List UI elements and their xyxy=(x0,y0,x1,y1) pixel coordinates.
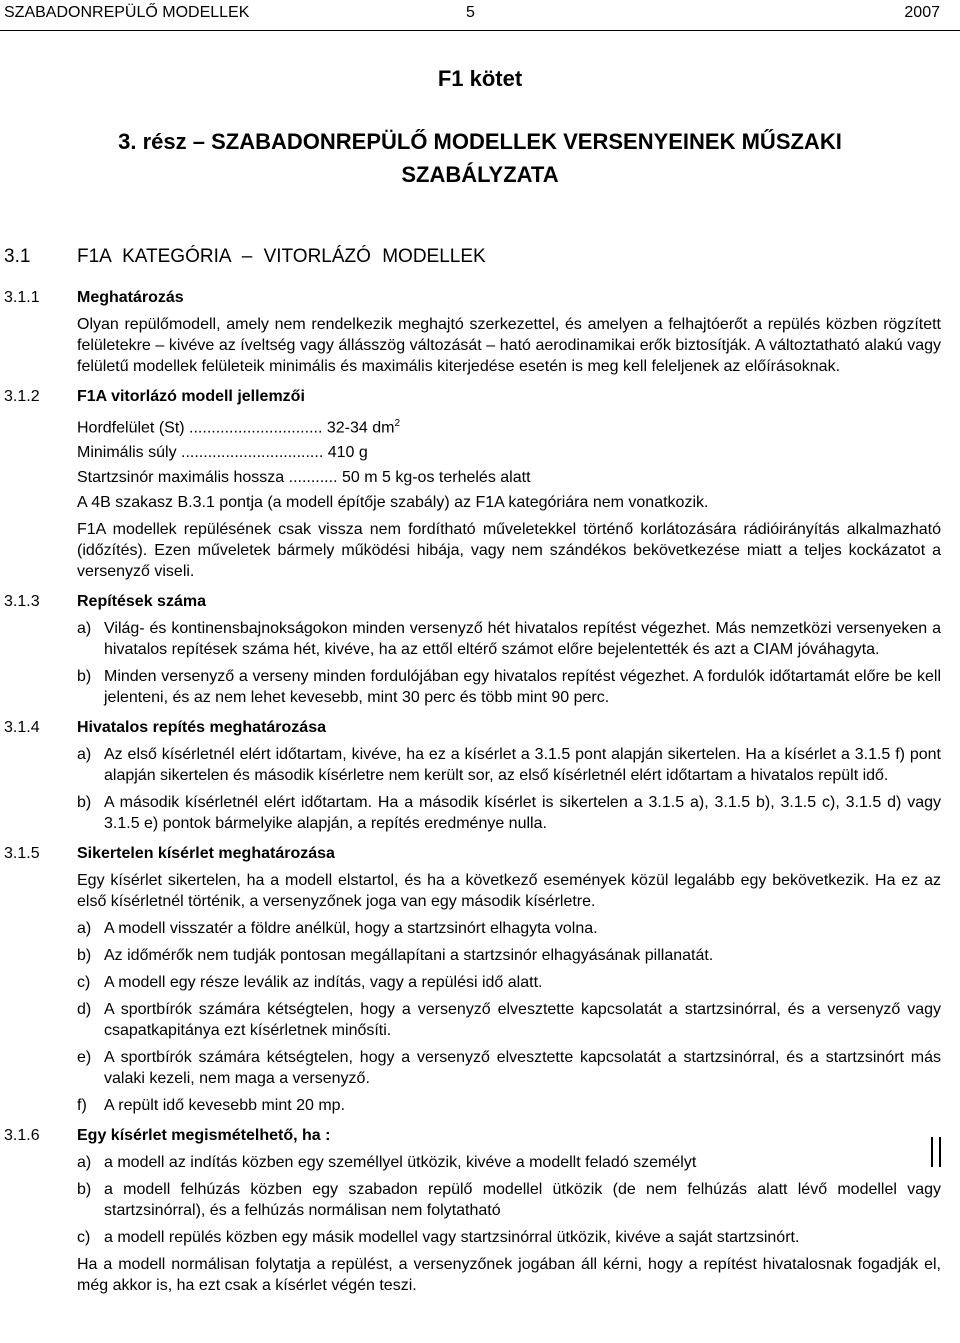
section-number: 3.1 xyxy=(4,246,31,267)
spec-unit-exponent: 2 xyxy=(394,418,401,429)
document-body xyxy=(4,287,941,1305)
paragraph: Olyan repülőmodell, amely nem rendelkezik meghajtó szerkezettel, és amelyen a felhajtóerőt a repülés közben rögzített felületekre – kivéve az íveltség vagy állásszög változását – ható aerodinamikai erők biztosítják. A változtatható alakú vagy felületű modellek felületeik minimális és maximális kiterjedése esetén is meg kell feleljenek az előírásoknak. xyxy=(77,316,941,375)
list-item xyxy=(77,1227,941,1248)
list-item xyxy=(77,1179,941,1221)
list-marker: a) xyxy=(77,620,92,638)
spec-label: Minimális súly ................................ xyxy=(77,444,324,462)
subsection-heading: Sikertelen kísérlet meghatározása xyxy=(77,845,335,863)
list-marker: a) xyxy=(77,746,92,764)
list-item xyxy=(77,744,941,786)
paragraph: A 4B szakasz B.3.1 pontja (a modell építője szabály) az F1A kategóriára nem vonatkozik. xyxy=(77,494,709,512)
list-item xyxy=(77,666,941,708)
subsection-3-1-3 xyxy=(4,591,941,708)
spec-value: 50 m 5 kg-os terhelés alatt xyxy=(341,469,531,487)
list-marker: d) xyxy=(77,1001,92,1019)
subsection-heading: Hivatalos repítés meghatározása xyxy=(77,719,326,737)
subsection-3-1-5 xyxy=(4,843,941,1116)
list-marker: c) xyxy=(77,974,91,992)
list-marker: b) xyxy=(77,794,92,812)
spec-value: 410 g xyxy=(327,444,368,462)
subsection-number: 3.1.3 xyxy=(4,593,40,611)
list-text: Az időmérők nem tudják pontosan megállapítani a startzsinór elhagyásának pillanatát. xyxy=(104,947,714,965)
subsection-number: 3.1.4 xyxy=(4,719,40,737)
list-text: A sportbírók számára kétségtelen, hogy a versenyző elvesztette kapcsolatát a startzsinórral, és a startzsinórt más valaki kezeli, nem maga a versenyző. xyxy=(104,1049,941,1088)
page-number: 5 xyxy=(466,4,475,21)
list-marker: a) xyxy=(77,1154,92,1172)
list-item xyxy=(77,972,941,993)
subsection-3-1-6 xyxy=(4,1125,941,1296)
list-marker: a) xyxy=(77,920,92,938)
change-bar-marker xyxy=(931,1137,941,1167)
spec-wing-area xyxy=(77,413,941,438)
list-item xyxy=(77,1152,941,1173)
spec-min-weight xyxy=(77,442,941,463)
list-text: a modell az indítás közben egy személlyel ütközik, kivéve a modellt feladó személyt xyxy=(104,1154,697,1172)
spec-line-length xyxy=(77,467,941,488)
list-marker: b) xyxy=(77,947,92,965)
spec-label: Startzsinór maximális hossza ........... xyxy=(77,469,338,487)
list-item xyxy=(77,792,941,834)
list-text: Minden versenyző a verseny minden fordulójában egy hivatalos repítést végezhet. A fordulók időtartamát előre be kell jelenteni, és az nem lehet kevesebb, mint 30 perc és több mint 90 perc. xyxy=(104,668,941,707)
list-marker: b) xyxy=(77,1181,92,1199)
volume-title: F1 kötet xyxy=(437,66,523,91)
subsection-3-1-2 xyxy=(4,386,941,582)
list-item xyxy=(77,918,941,939)
subsection-number: 3.1.2 xyxy=(4,388,40,405)
list-text: A repült idő kevesebb mint 20 mp. xyxy=(104,1097,346,1115)
list-marker: b) xyxy=(77,668,92,686)
list-text: A sportbírók számára kétségtelen, hogy a versenyző elvesztette kapcsolatát a startzsinórral, és a versenyző vagy csapatkapitánya ezt kísérletnek minősíti. xyxy=(104,1001,941,1040)
subsection-heading: Repítések száma xyxy=(77,593,206,611)
list-text: A második kísérletnél elért időtartam. Ha a második kísérlet is sikertelen a 3.1.5 a), 3.1.5 b), 3.1.5 c), 3.1.5 d) vagy 3.1.5 e) pontok bármelyike alapján, a repítés eredménye nulla. xyxy=(104,794,941,833)
subsection-number: 3.1.1 xyxy=(4,289,40,306)
list-item xyxy=(77,945,941,966)
list-marker: c) xyxy=(77,1229,91,1247)
list-item xyxy=(77,1047,941,1089)
subsection-3-1-1 xyxy=(4,287,941,377)
paragraph: Ha a modell normálisan folytatja a repülést, a versenyzőnek jogában áll kérni, hogy a repítést hivatalosnak fogadják el, még akkor is, ha ezt csak a kísérlet végén teszi. xyxy=(77,1256,941,1295)
page-header xyxy=(4,4,940,26)
list-item xyxy=(77,1095,941,1116)
subsection-heading: Egy kísérlet megismételhető, ha : xyxy=(77,1127,331,1145)
subsection-number: 3.1.5 xyxy=(4,845,40,863)
list-marker: e) xyxy=(77,1049,92,1067)
list-text: a modell felhúzás közben egy szabadon repülő modellel ütközik (de nem felhúzás alatt lévő modellel vagy startzsinórral), és a felhúzás normálisan nem folytatható xyxy=(104,1181,941,1220)
section-label: F1A KATEGÓRIA – VITORLÁZÓ MODELLEK xyxy=(77,246,486,267)
paragraph: F1A modellek repülésének csak vissza nem fordítható műveletekkel történő korlátozására rádióirányítás alkalmazható (időzítés). Ezen műveletek bármely működési hibája, vagy nem szándékos bekövetkezése miatt a teljes kockázatot a versenyző viseli. xyxy=(77,521,941,581)
subsection-heading: F1A vitorlázó modell jellemzői xyxy=(77,388,305,405)
list-item xyxy=(77,999,941,1041)
spec-value: 32-34 dm xyxy=(326,419,395,437)
subsection-heading: Meghatározás xyxy=(77,289,184,306)
subsection-3-1-4 xyxy=(4,717,941,834)
list-item xyxy=(77,618,941,660)
subsection-number: 3.1.6 xyxy=(4,1127,40,1145)
list-text: A modell egy része leválik az indítás, vagy a repülési idő alatt. xyxy=(104,974,543,992)
list-text: Világ- és kontinensbajnokságokon minden versenyző hét hivatalos repítést végezhet. Más nemzetközi versenyeken a hivatalos repítések száma hét, kivéve, ha az ettől eltérő számot előre bejelentették és azt a CIAM jóváhagyta. xyxy=(104,620,941,659)
spec-label: Hordfelület (St) .............................. xyxy=(77,419,323,437)
header-rule xyxy=(0,30,960,31)
list-text: A modell visszatér a földre anélkül, hogy a startzsinórt elhagyta volna. xyxy=(104,920,598,938)
paragraph: Egy kísérlet sikertelen, ha a modell elstartol, és ha a következő események közül legalább egy bekövetkezik. Ha ez az első kísérletnél történik, a versenyzőnek joga van egy második kísérletre. xyxy=(77,872,941,911)
list-text: Az első kísérletnél elért időtartam, kivéve, ha ez a kísérlet a 3.1.5 pont alapján sikertelen. Ha a kísérlet a 3.1.5 f) pont alapján sikertelen és második kísérletre nem került sor, az első kísérletnél elért időtartam a hivatalos repült idő. xyxy=(104,746,941,785)
list-text: a modell repülés közben egy másik modellel vagy startzsinórral ütközik, kivéve a saját startzsinórt. xyxy=(104,1229,800,1247)
header-year: 2007 xyxy=(904,4,940,21)
list-marker: f) xyxy=(77,1097,87,1115)
header-title: SZABADONREPÜLŐ MODELLEK xyxy=(4,4,250,21)
part-title: 3. rész – SZABADONREPÜLŐ MODELLEK VERSENYEINEK MŰSZAKI SZABÁLYZATA xyxy=(118,129,842,187)
